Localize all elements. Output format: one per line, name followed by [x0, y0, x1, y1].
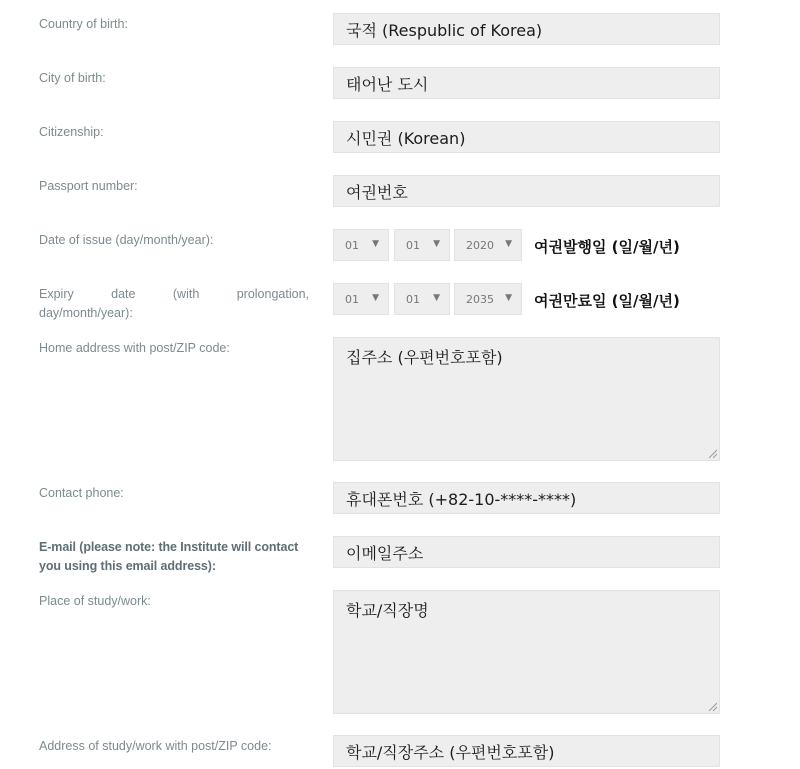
expiry-year-select[interactable] — [454, 283, 522, 315]
chevron-down-icon: ▼ — [433, 293, 440, 303]
home-address-label: Home address with post/ZIP code: — [39, 341, 230, 355]
study-address-label: Address of study/work with post/ZIP code: — [39, 739, 272, 753]
expiry-year-value: 2035 — [466, 292, 494, 306]
issue-month-value: 01 — [406, 238, 420, 252]
issue-date-note: 여권발행일 (일/월/년) — [534, 238, 680, 256]
expiry-month-select[interactable] — [394, 283, 450, 315]
date-of-issue-label: Date of issue (day/month/year): — [39, 233, 214, 247]
expiry-day-select[interactable] — [333, 283, 389, 315]
expiry-date-label-line2: day/month/year): — [39, 306, 133, 320]
expiry-date-note: 여권만료일 (일/월/년) — [534, 292, 680, 310]
country-of-birth-input[interactable]: 국적 (Respublic of Korea) — [333, 13, 720, 45]
resize-grip-icon[interactable] — [708, 449, 717, 458]
resize-grip-icon[interactable] — [708, 702, 717, 711]
contact-phone-label: Contact phone: — [39, 486, 124, 500]
expiry-month-value: 01 — [406, 292, 420, 306]
city-of-birth-label: City of birth: — [39, 71, 106, 85]
home-address-textarea[interactable] — [333, 337, 720, 461]
expiry-date-label — [39, 285, 309, 323]
issue-year-value: 2020 — [466, 238, 494, 252]
country-of-birth-label: Country of birth: — [39, 17, 128, 31]
citizenship-input[interactable]: 시민권 (Korean) — [333, 121, 720, 153]
place-of-study-label: Place of study/work: — [39, 594, 151, 608]
passport-number-input[interactable]: 여권번호 — [333, 175, 720, 207]
expiry-date-label-line1: Expiry date (with prolongation, — [39, 287, 309, 301]
email-input[interactable]: 이메일주소 — [333, 536, 720, 568]
issue-day-select[interactable] — [333, 229, 389, 261]
study-address-input[interactable]: 학교/직장주소 (우편번호포함) — [333, 735, 720, 767]
contact-phone-input[interactable]: 휴대폰번호 (+82-10-****-****) — [333, 482, 720, 514]
home-address-value: 집주소 (우편번호포함) — [346, 348, 503, 367]
chevron-down-icon: ▼ — [372, 293, 379, 303]
issue-day-value: 01 — [345, 238, 359, 252]
email-label: E-mail (please note: the Institute will contact you using this email address): — [39, 540, 299, 573]
chevron-down-icon: ▼ — [505, 293, 512, 303]
chevron-down-icon: ▼ — [372, 239, 379, 249]
passport-number-label: Passport number: — [39, 179, 138, 193]
chevron-down-icon: ▼ — [505, 239, 512, 249]
city-of-birth-input[interactable]: 태어난 도시 — [333, 67, 720, 99]
expiry-day-value: 01 — [345, 292, 359, 306]
chevron-down-icon: ▼ — [433, 239, 440, 249]
issue-month-select[interactable] — [394, 229, 450, 261]
citizenship-label: Citizenship: — [39, 125, 104, 139]
issue-year-select[interactable] — [454, 229, 522, 261]
place-of-study-textarea[interactable] — [333, 590, 720, 714]
place-of-study-value: 학교/직장명 — [346, 601, 429, 620]
